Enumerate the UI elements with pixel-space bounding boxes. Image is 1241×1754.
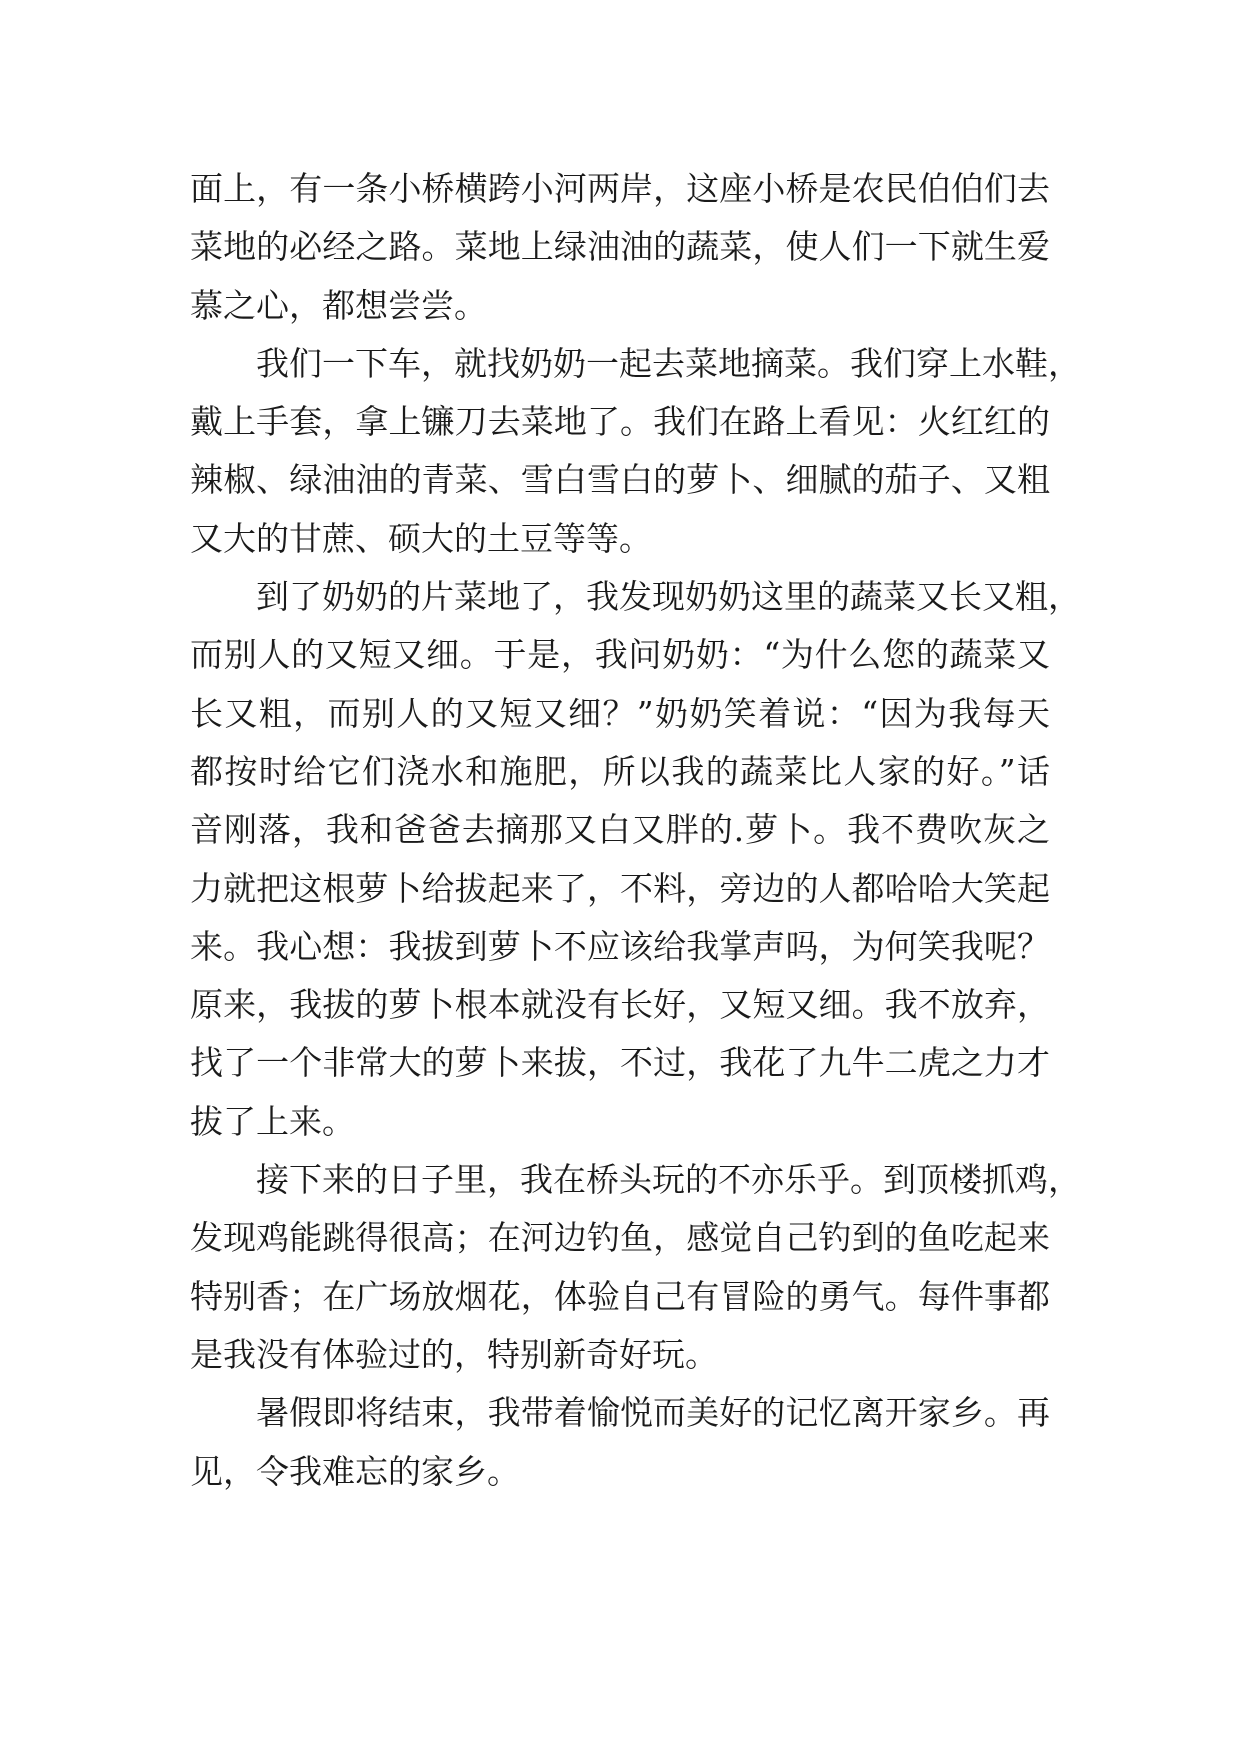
text-line: 发现鸡能跳得很高；在河边钓鱼，感觉自己钓到的鱼吃起来 — [190, 1218, 1050, 1258]
text-line: 来。我心想：我拔到萝卜不应该给我掌声吗，为何笑我呢？ — [190, 926, 1050, 966]
text-line: 暑假即将结束，我带着愉悦而美好的记忆离开家乡。再 — [256, 1393, 1050, 1433]
text-line: 都按时给它们浇水和施肥，所以我的蔬菜比人家的好。”话 — [190, 751, 1050, 791]
text-line: 特别香；在广场放烟花，体验自己有冒险的勇气。每件事都 — [190, 1276, 1050, 1316]
text-line: 长又粗，而别人的又短又细？”奶奶笑着说：“因为我每天 — [190, 693, 1050, 733]
text-line: 拔了上来。 — [190, 1101, 355, 1141]
paragraph — [190, 160, 1050, 335]
paragraph — [190, 568, 1081, 1151]
paragraph — [190, 335, 1081, 568]
paragraph — [190, 1151, 1081, 1384]
text-line: 接下来的日子里，我在桥头玩的不亦乐乎。到顶楼抓鸡， — [256, 1160, 1081, 1200]
text-line: 我们一下车，就找奶奶一起去菜地摘菜。我们穿上水鞋， — [256, 343, 1081, 383]
text-line: 戴上手套，拿上镰刀去菜地了。我们在路上看见：火红红的 — [190, 402, 1050, 442]
text-line: 面上，有一条小桥横跨小河两岸，这座小桥是农民伯伯们去 — [190, 169, 1050, 208]
article-body — [190, 160, 1081, 1501]
paragraph — [190, 1384, 1050, 1501]
text-line: 而别人的又短又细。于是，我问奶奶：“为什么您的蔬菜又 — [190, 635, 1050, 675]
text-line: 慕之心，都想尝尝。 — [190, 285, 487, 325]
text-line: 见，令我难忘的家乡。 — [190, 1451, 520, 1491]
text-line: 又大的甘蔗、硕大的土豆等等。 — [190, 518, 652, 558]
text-line: 力就把这根萝卜给拔起来了，不料，旁边的人都哈哈大笑起 — [190, 868, 1050, 908]
text-line: 找了一个非常大的萝卜来拔，不过，我花了九牛二虎之力才 — [190, 1043, 1050, 1083]
text-line: 到了奶奶的片菜地了，我发现奶奶这里的蔬菜又长又粗， — [256, 577, 1081, 617]
text-line: 音刚落，我和爸爸去摘那又白又胖的.萝卜。我不费吹灰之 — [190, 810, 1050, 850]
text-line: 原来，我拔的萝卜根本就没有长好，又短又细。我不放弃， — [190, 985, 1050, 1025]
text-line: 是我没有体验过的，特别新奇好玩。 — [190, 1334, 718, 1374]
text-line: 菜地的必经之路。菜地上绿油油的蔬菜，使人们一下就生爱 — [190, 227, 1050, 267]
text-line: 辣椒、绿油油的青菜、雪白雪白的萝卜、细腻的茄子、又粗 — [190, 460, 1050, 500]
